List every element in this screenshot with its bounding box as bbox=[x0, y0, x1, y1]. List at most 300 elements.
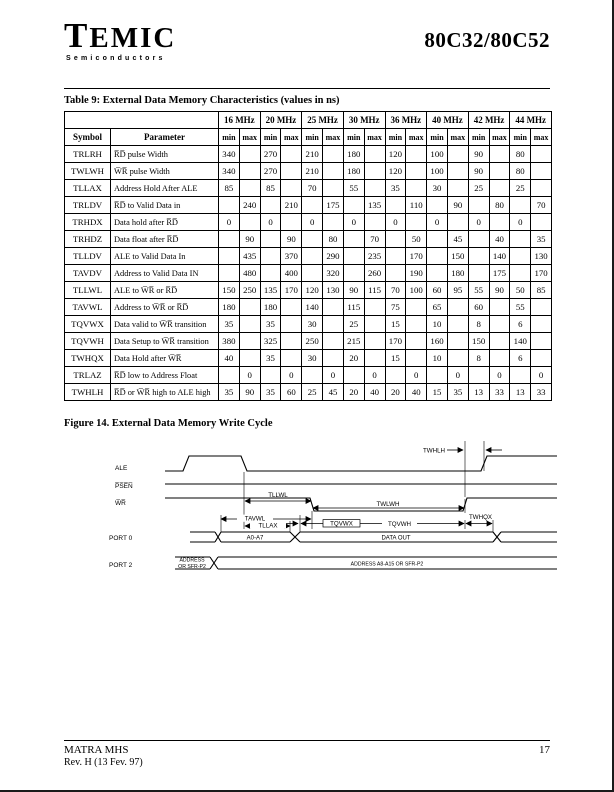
spec-row bbox=[65, 282, 552, 299]
symbol-cell: TRHDZ bbox=[65, 231, 111, 248]
symbol-cell: TLLWL bbox=[65, 282, 111, 299]
port2-first-segment-label-line2: OR SFR-P2 bbox=[178, 563, 206, 570]
spec-row bbox=[65, 367, 552, 384]
value-cell bbox=[489, 316, 510, 333]
value-cell: 235 bbox=[364, 248, 385, 265]
value-cell: 50 bbox=[510, 282, 531, 299]
value-cell: 45 bbox=[323, 384, 344, 401]
value-cell: 80 bbox=[510, 163, 531, 180]
parameter-cell: ALE to W̅R̅ or R̅D̅ bbox=[111, 282, 219, 299]
value-cell bbox=[343, 367, 364, 384]
spec-row bbox=[65, 180, 552, 197]
value-cell bbox=[531, 299, 552, 316]
corner-cell bbox=[65, 112, 219, 129]
value-cell: 250 bbox=[239, 282, 260, 299]
spec-row bbox=[65, 197, 552, 214]
value-cell bbox=[343, 248, 364, 265]
value-cell bbox=[489, 299, 510, 316]
value-cell: 55 bbox=[468, 282, 489, 299]
value-cell: 150 bbox=[219, 282, 240, 299]
parameter-header: Parameter bbox=[111, 129, 219, 146]
value-cell bbox=[364, 299, 385, 316]
value-cell: 0 bbox=[323, 367, 344, 384]
value-cell: 13 bbox=[468, 384, 489, 401]
symbol-cell: TRLRH bbox=[65, 146, 111, 163]
value-cell bbox=[385, 231, 406, 248]
port2-signal-label: PORT 2 bbox=[109, 562, 133, 569]
parameter-cell: Address to Valid Data IN bbox=[111, 265, 219, 282]
value-cell: 0 bbox=[281, 367, 302, 384]
value-cell: 33 bbox=[489, 384, 510, 401]
value-cell: 0 bbox=[406, 367, 427, 384]
value-cell bbox=[364, 146, 385, 163]
value-cell bbox=[239, 350, 260, 367]
value-cell bbox=[364, 333, 385, 350]
min-header: min bbox=[219, 129, 240, 146]
value-cell bbox=[343, 231, 364, 248]
value-cell bbox=[239, 333, 260, 350]
value-cell bbox=[219, 248, 240, 265]
value-cell: 33 bbox=[531, 384, 552, 401]
value-cell bbox=[239, 163, 260, 180]
symbol-cell: TQVWX bbox=[65, 316, 111, 333]
value-cell: 0 bbox=[427, 214, 448, 231]
symbol-cell: TLLDV bbox=[65, 248, 111, 265]
value-cell bbox=[343, 265, 364, 282]
value-cell: 0 bbox=[531, 367, 552, 384]
value-cell bbox=[323, 316, 344, 333]
freq-header: 44 MHz bbox=[510, 112, 552, 129]
value-cell: 140 bbox=[489, 248, 510, 265]
tavwl-label: TAVWL bbox=[244, 515, 266, 523]
value-cell: 135 bbox=[364, 197, 385, 214]
value-cell: 0 bbox=[385, 214, 406, 231]
spec-row bbox=[65, 316, 552, 333]
value-cell bbox=[489, 350, 510, 367]
value-cell: 65 bbox=[427, 299, 448, 316]
value-cell: 15 bbox=[385, 350, 406, 367]
min-header: min bbox=[302, 129, 323, 146]
port0-signal-label: PORT 0 bbox=[109, 535, 133, 542]
value-cell bbox=[281, 163, 302, 180]
freq-header: 36 MHz bbox=[385, 112, 427, 129]
port2-first-segment-label-line1: ADDRESS bbox=[179, 557, 205, 564]
max-header: max bbox=[531, 129, 552, 146]
value-cell bbox=[385, 197, 406, 214]
value-cell bbox=[468, 248, 489, 265]
figure-title: Figure 14. External Data Memory Write Cycle bbox=[64, 418, 273, 429]
min-header: min bbox=[385, 129, 406, 146]
symbol-cell: TRLDV bbox=[65, 197, 111, 214]
max-header: max bbox=[239, 129, 260, 146]
value-cell: 35 bbox=[531, 231, 552, 248]
value-cell bbox=[239, 180, 260, 197]
timing-diagram bbox=[95, 431, 565, 591]
value-cell: 435 bbox=[239, 248, 260, 265]
value-cell: 100 bbox=[427, 163, 448, 180]
spec-row bbox=[65, 231, 552, 248]
value-cell bbox=[323, 180, 344, 197]
value-cell bbox=[364, 180, 385, 197]
value-cell: 120 bbox=[385, 146, 406, 163]
value-cell bbox=[406, 146, 427, 163]
value-cell bbox=[385, 367, 406, 384]
value-cell bbox=[323, 333, 344, 350]
data-out-bus-label: DATA OUT bbox=[381, 535, 411, 542]
min-header: min bbox=[260, 129, 281, 146]
value-cell: 6 bbox=[510, 316, 531, 333]
value-cell bbox=[468, 231, 489, 248]
value-cell: 25 bbox=[302, 384, 323, 401]
value-cell bbox=[510, 248, 531, 265]
value-cell: 10 bbox=[427, 350, 448, 367]
value-cell: 40 bbox=[364, 384, 385, 401]
value-cell: 0 bbox=[510, 214, 531, 231]
min-header: min bbox=[510, 129, 531, 146]
value-cell bbox=[406, 163, 427, 180]
freq-header: 25 MHz bbox=[302, 112, 344, 129]
value-cell: 55 bbox=[510, 299, 531, 316]
value-cell: 30 bbox=[302, 350, 323, 367]
part-number: 80C32/80C52 bbox=[424, 28, 550, 52]
value-cell: 30 bbox=[302, 316, 323, 333]
value-cell bbox=[531, 214, 552, 231]
value-cell bbox=[447, 163, 468, 180]
parameter-cell: R̅D̅ to Valid Data in bbox=[111, 197, 219, 214]
value-cell: 180 bbox=[343, 163, 364, 180]
symbol-cell: TQVWH bbox=[65, 333, 111, 350]
value-cell bbox=[427, 367, 448, 384]
value-cell: 85 bbox=[219, 180, 240, 197]
value-cell: 70 bbox=[302, 180, 323, 197]
value-cell: 135 bbox=[260, 282, 281, 299]
value-cell bbox=[468, 197, 489, 214]
value-cell: 20 bbox=[343, 350, 364, 367]
value-cell: 320 bbox=[323, 265, 344, 282]
symbol-cell: TWLWH bbox=[65, 163, 111, 180]
value-cell: 180 bbox=[343, 146, 364, 163]
port2-long-segment-label: ADDRESS A8-A15 OR SFR-P2 bbox=[350, 561, 424, 568]
value-cell bbox=[281, 214, 302, 231]
value-cell: 100 bbox=[406, 282, 427, 299]
value-cell: 0 bbox=[364, 367, 385, 384]
value-cell: 25 bbox=[468, 180, 489, 197]
value-cell bbox=[323, 146, 344, 163]
psen-signal-label: P̅S̅E̅N̅ bbox=[115, 483, 133, 490]
value-cell bbox=[406, 316, 427, 333]
value-cell bbox=[406, 180, 427, 197]
twlwh-label: TWLWH bbox=[376, 501, 400, 508]
value-cell: 90 bbox=[239, 231, 260, 248]
value-cell: 215 bbox=[343, 333, 364, 350]
value-cell: 340 bbox=[219, 146, 240, 163]
freq-header: 42 MHz bbox=[468, 112, 510, 129]
spec-row bbox=[65, 333, 552, 350]
value-cell: 210 bbox=[302, 146, 323, 163]
value-cell: 180 bbox=[260, 299, 281, 316]
value-cell: 90 bbox=[239, 384, 260, 401]
brand-subtitle: Semiconductors bbox=[66, 55, 166, 62]
value-cell bbox=[406, 214, 427, 231]
value-cell: 6 bbox=[510, 350, 531, 367]
freq-header: 30 MHz bbox=[343, 112, 385, 129]
value-cell bbox=[302, 248, 323, 265]
value-cell: 270 bbox=[260, 163, 281, 180]
value-cell bbox=[510, 367, 531, 384]
value-cell: 15 bbox=[427, 384, 448, 401]
brand-block bbox=[64, 18, 176, 62]
value-cell bbox=[447, 350, 468, 367]
value-cell: 75 bbox=[385, 299, 406, 316]
value-cell bbox=[302, 197, 323, 214]
freq-header: 40 MHz bbox=[427, 112, 469, 129]
value-cell bbox=[385, 248, 406, 265]
value-cell bbox=[239, 146, 260, 163]
value-cell bbox=[219, 367, 240, 384]
value-cell: 100 bbox=[427, 146, 448, 163]
a0a7-bus-label: A0-A7 bbox=[246, 535, 264, 542]
value-cell bbox=[406, 299, 427, 316]
value-cell: 70 bbox=[364, 231, 385, 248]
value-cell bbox=[489, 146, 510, 163]
value-cell bbox=[260, 197, 281, 214]
value-cell: 480 bbox=[239, 265, 260, 282]
value-cell: 90 bbox=[468, 146, 489, 163]
value-cell bbox=[364, 214, 385, 231]
value-cell: 340 bbox=[219, 163, 240, 180]
symbol-cell: TRLAZ bbox=[65, 367, 111, 384]
value-cell bbox=[239, 214, 260, 231]
value-cell bbox=[489, 333, 510, 350]
value-cell: 140 bbox=[510, 333, 531, 350]
value-cell bbox=[510, 197, 531, 214]
spec-row bbox=[65, 350, 552, 367]
value-cell bbox=[447, 146, 468, 163]
value-cell bbox=[260, 265, 281, 282]
value-cell bbox=[406, 333, 427, 350]
value-cell bbox=[323, 214, 344, 231]
value-cell: 40 bbox=[489, 231, 510, 248]
parameter-cell: R̅D̅ pulse Width bbox=[111, 146, 219, 163]
value-cell: 400 bbox=[281, 265, 302, 282]
header-rule bbox=[64, 88, 550, 89]
value-cell: 13 bbox=[510, 384, 531, 401]
value-cell: 70 bbox=[385, 282, 406, 299]
value-cell bbox=[531, 350, 552, 367]
value-cell: 260 bbox=[364, 265, 385, 282]
value-cell: 0 bbox=[447, 367, 468, 384]
footer-rule bbox=[64, 740, 550, 741]
value-cell bbox=[489, 163, 510, 180]
value-cell bbox=[281, 333, 302, 350]
parameter-cell: Address to W̅R̅ or R̅D̅ bbox=[111, 299, 219, 316]
footer-company: MATRA MHS bbox=[64, 744, 129, 756]
spec-row bbox=[65, 163, 552, 180]
value-cell: 130 bbox=[531, 248, 552, 265]
value-cell: 110 bbox=[406, 197, 427, 214]
value-cell: 270 bbox=[260, 146, 281, 163]
value-cell bbox=[281, 146, 302, 163]
value-cell: 370 bbox=[281, 248, 302, 265]
value-cell: 380 bbox=[219, 333, 240, 350]
value-cell bbox=[510, 265, 531, 282]
ale-waveform bbox=[165, 456, 557, 471]
wr-signal-label: W̅R̅ bbox=[115, 500, 126, 507]
value-cell bbox=[260, 367, 281, 384]
value-cell: 175 bbox=[323, 197, 344, 214]
value-cell bbox=[239, 299, 260, 316]
value-cell bbox=[364, 350, 385, 367]
value-cell: 35 bbox=[385, 180, 406, 197]
parameter-cell: R̅D̅ or W̅R̅ high to ALE high bbox=[111, 384, 219, 401]
value-cell bbox=[531, 146, 552, 163]
value-cell bbox=[323, 163, 344, 180]
value-cell bbox=[427, 248, 448, 265]
value-cell: 8 bbox=[468, 316, 489, 333]
brand-logo-text: TEMIC bbox=[64, 16, 177, 55]
parameter-cell: Data Setup to W̅R̅ transition bbox=[111, 333, 219, 350]
value-cell: 30 bbox=[427, 180, 448, 197]
value-cell: 0 bbox=[489, 367, 510, 384]
value-cell bbox=[531, 163, 552, 180]
value-cell: 130 bbox=[323, 282, 344, 299]
symbol-cell: TWHQX bbox=[65, 350, 111, 367]
symbol-cell: TAVDV bbox=[65, 265, 111, 282]
value-cell bbox=[302, 367, 323, 384]
spec-row bbox=[65, 248, 552, 265]
value-cell bbox=[531, 180, 552, 197]
value-cell: 95 bbox=[447, 282, 468, 299]
symbol-header: Symbol bbox=[65, 129, 111, 146]
value-cell bbox=[281, 316, 302, 333]
value-cell bbox=[281, 180, 302, 197]
value-cell bbox=[260, 231, 281, 248]
tqvwx-label: TQVWX bbox=[330, 520, 353, 528]
value-cell: 85 bbox=[260, 180, 281, 197]
spec-row bbox=[65, 214, 552, 231]
value-cell bbox=[281, 299, 302, 316]
parameter-cell: W̅R̅ pulse Width bbox=[111, 163, 219, 180]
max-header: max bbox=[447, 129, 468, 146]
value-cell: 190 bbox=[406, 265, 427, 282]
value-cell: 50 bbox=[406, 231, 427, 248]
value-cell bbox=[489, 214, 510, 231]
tqvwh-label: TQVWH bbox=[387, 520, 412, 528]
value-cell bbox=[302, 265, 323, 282]
value-cell: 8 bbox=[468, 350, 489, 367]
value-cell: 0 bbox=[239, 367, 260, 384]
value-cell: 55 bbox=[343, 180, 364, 197]
symbol-cell: TWHLH bbox=[65, 384, 111, 401]
tllax-label: TLLAX bbox=[258, 522, 278, 530]
value-cell bbox=[364, 316, 385, 333]
symbol-cell: TAVWL bbox=[65, 299, 111, 316]
value-cell: 0 bbox=[343, 214, 364, 231]
value-cell: 150 bbox=[468, 333, 489, 350]
ale-signal-label: ALE bbox=[115, 465, 128, 472]
value-cell bbox=[447, 316, 468, 333]
max-header: max bbox=[323, 129, 344, 146]
value-cell: 120 bbox=[302, 282, 323, 299]
value-cell bbox=[531, 316, 552, 333]
value-cell: 60 bbox=[281, 384, 302, 401]
value-cell: 35 bbox=[260, 350, 281, 367]
value-cell: 80 bbox=[489, 197, 510, 214]
parameter-cell: Data float after R̅D̅ bbox=[111, 231, 219, 248]
value-cell: 180 bbox=[219, 299, 240, 316]
value-cell bbox=[447, 333, 468, 350]
value-cell: 90 bbox=[468, 163, 489, 180]
value-cell bbox=[510, 231, 531, 248]
value-cell: 210 bbox=[281, 197, 302, 214]
value-cell bbox=[302, 231, 323, 248]
parameter-cell: Data valid to W̅R̅ transition bbox=[111, 316, 219, 333]
value-cell: 150 bbox=[447, 248, 468, 265]
twhlh-label: TWHLH bbox=[423, 447, 445, 455]
value-cell: 120 bbox=[385, 163, 406, 180]
value-cell: 60 bbox=[427, 282, 448, 299]
port0-bus bbox=[190, 532, 557, 542]
footer-page-number: 17 bbox=[539, 744, 550, 756]
parameter-cell: Data Hold after W̅R̅ bbox=[111, 350, 219, 367]
value-cell bbox=[385, 265, 406, 282]
value-cell bbox=[447, 299, 468, 316]
value-cell: 80 bbox=[510, 146, 531, 163]
min-header: min bbox=[468, 129, 489, 146]
value-cell bbox=[427, 231, 448, 248]
spec-row bbox=[65, 265, 552, 282]
value-cell: 90 bbox=[343, 282, 364, 299]
minmax-header-row bbox=[65, 129, 552, 146]
value-cell: 35 bbox=[219, 316, 240, 333]
max-header: max bbox=[364, 129, 385, 146]
value-cell: 240 bbox=[239, 197, 260, 214]
value-cell bbox=[364, 163, 385, 180]
max-header: max bbox=[281, 129, 302, 146]
value-cell: 170 bbox=[385, 333, 406, 350]
min-header: min bbox=[343, 129, 364, 146]
tllwl-label: TLLWL bbox=[268, 492, 288, 499]
value-cell: 20 bbox=[385, 384, 406, 401]
value-cell: 80 bbox=[323, 231, 344, 248]
value-cell: 170 bbox=[531, 265, 552, 282]
value-cell: 35 bbox=[447, 384, 468, 401]
value-cell: 115 bbox=[343, 299, 364, 316]
value-cell: 170 bbox=[406, 248, 427, 265]
value-cell: 175 bbox=[489, 265, 510, 282]
value-cell: 0 bbox=[302, 214, 323, 231]
value-cell bbox=[468, 367, 489, 384]
value-cell bbox=[219, 265, 240, 282]
value-cell: 115 bbox=[364, 282, 385, 299]
min-header: min bbox=[427, 129, 448, 146]
value-cell: 0 bbox=[219, 214, 240, 231]
value-cell: 25 bbox=[343, 316, 364, 333]
freq-header: 20 MHz bbox=[260, 112, 302, 129]
value-cell bbox=[427, 265, 448, 282]
value-cell: 290 bbox=[323, 248, 344, 265]
symbol-cell: TRHDX bbox=[65, 214, 111, 231]
value-cell: 90 bbox=[447, 197, 468, 214]
value-cell: 170 bbox=[281, 282, 302, 299]
value-cell: 15 bbox=[385, 316, 406, 333]
value-cell: 10 bbox=[427, 316, 448, 333]
value-cell: 85 bbox=[531, 282, 552, 299]
value-cell bbox=[447, 180, 468, 197]
value-cell bbox=[468, 265, 489, 282]
value-cell: 210 bbox=[302, 163, 323, 180]
value-cell bbox=[406, 350, 427, 367]
